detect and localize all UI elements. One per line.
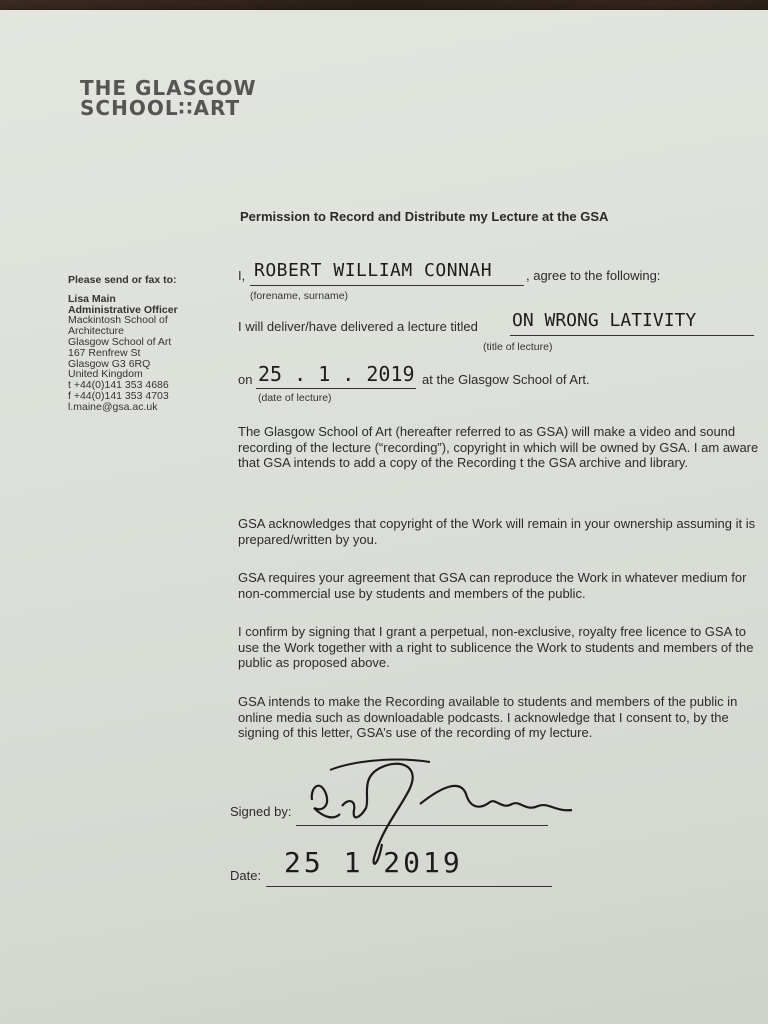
contact-name: Lisa Main bbox=[68, 292, 116, 305]
paragraph-agreement: GSA requires your agreement that GSA can reproduce the Work in whatever medium for non-commercial use by students and members of the public. bbox=[238, 570, 747, 601]
name-handwritten: ROBERT WILLIAM CONNAH bbox=[254, 260, 493, 281]
contact-heading: Please send or fax to: bbox=[68, 274, 177, 286]
document-title: Permission to Record and Distribute my Lecture at the GSA bbox=[240, 209, 609, 224]
contact-email: l.maine@gsa.ac.uk bbox=[68, 400, 158, 413]
contact-line: Glasgow G3 6RQ bbox=[68, 357, 151, 370]
contact-role: Administrative Officer bbox=[68, 303, 178, 316]
contact-line: Mackintosh School of bbox=[68, 314, 168, 327]
paragraph-recording: The Glasgow School of Art (hereafter referred to as GSA) will make a video and sound recording of the lecture (“recording”), copyright in which will be owned by GSA. I am aware that GSA intends to add a copy of the Recording t the GSA archive and library. bbox=[238, 424, 759, 471]
signed-by-label: Signed by: bbox=[230, 804, 292, 819]
paragraph-licence: I confirm by signing that I grant a perpetual, non-exclusive, royalty free licence to GSA to use the Work together with a right to sublicence the Work to students and members of the public as proposed above. bbox=[238, 624, 754, 671]
paragraph-online-media: GSA intends to make the Recording available to students and members of the public in online media such as downloadable podcasts. I acknowledge that I consent to, by the signing of this letter, GSA’s use of the recording of my lecture. bbox=[238, 694, 738, 741]
lecture-title-caption: (title of lecture) bbox=[483, 341, 553, 353]
permission-form-document bbox=[0, 10, 768, 1024]
date-underline bbox=[266, 886, 552, 887]
lecture-date-handwritten: 25 . 1 . 2019 bbox=[258, 362, 415, 386]
contact-line: Glasgow School of Art bbox=[68, 335, 172, 348]
contact-line: Architecture bbox=[68, 325, 125, 338]
date-label: Date: bbox=[230, 868, 262, 883]
lecture-title-underline bbox=[510, 335, 754, 336]
contact-block bbox=[68, 275, 228, 413]
logo-line-2: SCHOOL∷ART bbox=[80, 96, 241, 120]
signature-date-handwritten: 25 1 2019 bbox=[284, 846, 463, 879]
contact-phone: t +44(0)141 353 4686 bbox=[68, 379, 169, 392]
name-underline bbox=[250, 285, 524, 286]
date-line-prefix: on bbox=[238, 372, 253, 387]
lecture-title-handwritten: ON WRONG LATIVITY bbox=[512, 310, 697, 331]
lecture-date-caption: (date of lecture) bbox=[258, 392, 332, 404]
contact-line: 167 Renfrew St bbox=[68, 346, 141, 359]
name-line-prefix: I, bbox=[238, 268, 246, 283]
logo-line-1: THE GLASGOW bbox=[80, 76, 257, 100]
lecture-line-prefix: I will deliver/have delivered a lecture titled bbox=[238, 319, 478, 334]
contact-fax: f +44(0)141 353 4703 bbox=[68, 389, 169, 402]
paragraph-copyright: GSA acknowledges that copyright of the Work will remain in your ownership assuming it is prepared/written by you. bbox=[238, 516, 756, 547]
date-line-suffix: at the Glasgow School of Art. bbox=[422, 372, 590, 387]
contact-line: United Kingdom bbox=[68, 368, 143, 381]
lecture-date-underline bbox=[256, 388, 416, 389]
name-caption: (forename, surname) bbox=[250, 290, 349, 302]
gsa-logo bbox=[80, 78, 257, 118]
name-line-suffix: , agree to the following: bbox=[526, 268, 661, 283]
